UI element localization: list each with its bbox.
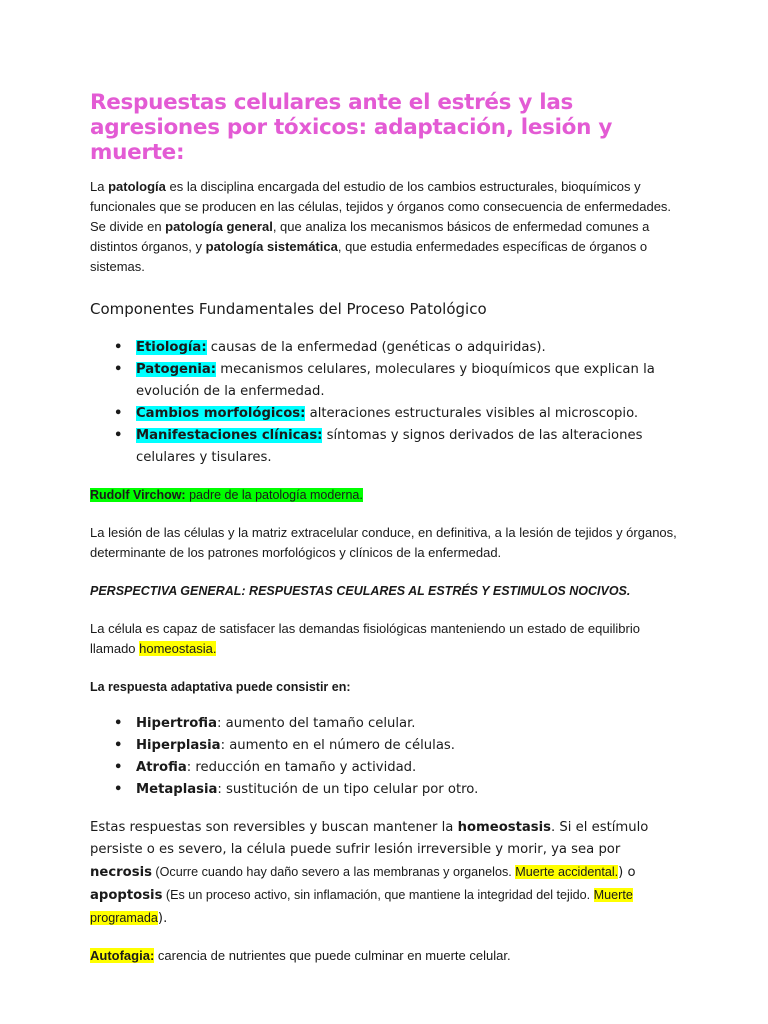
- intro-bold-patologia-general: patología general: [165, 219, 273, 234]
- list-item: [90, 359, 680, 403]
- intro-paragraph: [90, 177, 680, 277]
- adaptive-term: Atrofia: [136, 760, 187, 775]
- list-item: [90, 425, 680, 469]
- adaptive-term: Metaplasia: [136, 782, 218, 797]
- adaptive-term: Hiperplasia: [136, 738, 221, 753]
- perspective-heading: PERSPECTIVA GENERAL: RESPUESTAS CEULARES AL ESTRÉS Y ESTIMULOS NOCIVOS.: [90, 584, 631, 598]
- intro-text-1: La: [90, 179, 109, 194]
- component-text: mecanismos celulares, moleculares y bioquímicos que explican la evolución de la enfermedad.: [136, 362, 655, 399]
- reversible-text-4: ).: [157, 911, 168, 926]
- adaptive-list: [90, 713, 680, 801]
- reversible-bold-apoptosis: apoptosis: [90, 888, 163, 903]
- homeostasis-paragraph: [90, 619, 680, 659]
- homeostasia-highlight: homeostasia.: [139, 641, 217, 656]
- list-item: [90, 337, 680, 359]
- adaptive-heading: La respuesta adaptativa puede consistir en:: [90, 680, 351, 694]
- adaptive-text: : sustitución de un tipo celular por otro.: [217, 782, 479, 797]
- document-title: Respuestas celulares ante el estrés y las agresiones por tóxicos: adaptación, lesión y muerte:: [90, 90, 613, 165]
- component-term: Etiología:: [136, 340, 207, 355]
- virchow-highlight: [90, 488, 363, 502]
- reversible-small-2: (Es un proceso activo, sin inflamación, que mantiene la integridad del tejido.: [162, 888, 594, 902]
- reversible-bold-necrosis: necrosis: [90, 865, 152, 880]
- component-text: alteraciones estructurales visibles al microscopio.: [305, 406, 639, 421]
- reversible-bold-homeostasis: homeostasis: [457, 820, 552, 835]
- intro-text-3: , que analiza los mecanismos básicos de enfermedad comunes a distintos órganos, y: [90, 219, 650, 254]
- reversible-paragraph: [90, 817, 680, 930]
- list-item: [90, 713, 680, 735]
- intro-bold-patologia: patología: [108, 179, 166, 194]
- reversible-small-1: (Ocurre cuando hay daño severo a las membranas y organelos.: [151, 865, 516, 879]
- autofagia-term: Autofagia:: [90, 948, 155, 963]
- virchow-name: Rudolf Virchow:: [90, 488, 186, 502]
- muerte-programada-highlight: Muerte programada: [90, 888, 633, 925]
- component-text: causas de la enfermedad (genéticas o adquiridas).: [206, 340, 546, 355]
- homeostasis-text: La célula es capaz de satisfacer las demandas fisiológicas manteniendo un estado de equilibrio llamado: [90, 621, 640, 656]
- muerte-accidental-highlight: Muerte accidental.: [515, 865, 619, 879]
- intro-text-4: , que estudia enfermedades específicas de órganos o sistemas.: [90, 239, 648, 274]
- reversible-text-1: Estas respuestas son reversibles y buscan mantener la: [90, 820, 458, 835]
- autofagia-line: [90, 946, 680, 966]
- reversible-text-3: ) o: [618, 865, 636, 880]
- document-page: [90, 90, 680, 966]
- intro-bold-patologia-sistematica: patología sistemática: [205, 239, 338, 254]
- list-item: [90, 403, 680, 425]
- adaptive-text: : reducción en tamaño y actividad.: [186, 760, 417, 775]
- list-item: [90, 735, 680, 757]
- component-text: síntomas y signos derivados de las alteraciones celulares y tisulares.: [136, 428, 643, 465]
- components-list: [90, 337, 680, 469]
- adaptive-term: Hipertrofia: [136, 716, 217, 731]
- component-term: Patogenia:: [136, 362, 217, 377]
- intro-text-2: es la disciplina encargada del estudio de los cambios estructurales, bioquímicos y funcionales que se producen en las células, tejidos y órganos como consecuencia de enfermedades. Se divide en: [90, 179, 672, 234]
- component-term: Manifestaciones clínicas:: [136, 428, 323, 443]
- lesion-paragraph: La lesión de las células y la matriz extracelular conduce, en definitiva, a la lesión de tejidos y órganos, determinante de los patrones morfológicos y clínicos de la enfermedad.: [90, 525, 677, 560]
- reversible-text-2: . Si el estímulo persiste o es severo, la célula puede sufrir lesión irreversible y morir, ya sea por: [90, 820, 649, 857]
- adaptive-text: : aumento del tamaño celular.: [217, 716, 416, 731]
- components-heading: Componentes Fundamentales del Proceso Patológico: [90, 300, 487, 318]
- virchow-text: padre de la patología moderna.: [185, 488, 363, 502]
- list-item: [90, 779, 680, 801]
- component-term: Cambios morfológicos:: [136, 406, 306, 421]
- adaptive-text: : aumento en el número de células.: [220, 738, 455, 753]
- list-item: [90, 757, 680, 779]
- autofagia-text: carencia de nutrientes que puede culminar en muerte celular.: [154, 948, 511, 963]
- virchow-line: [90, 485, 680, 505]
